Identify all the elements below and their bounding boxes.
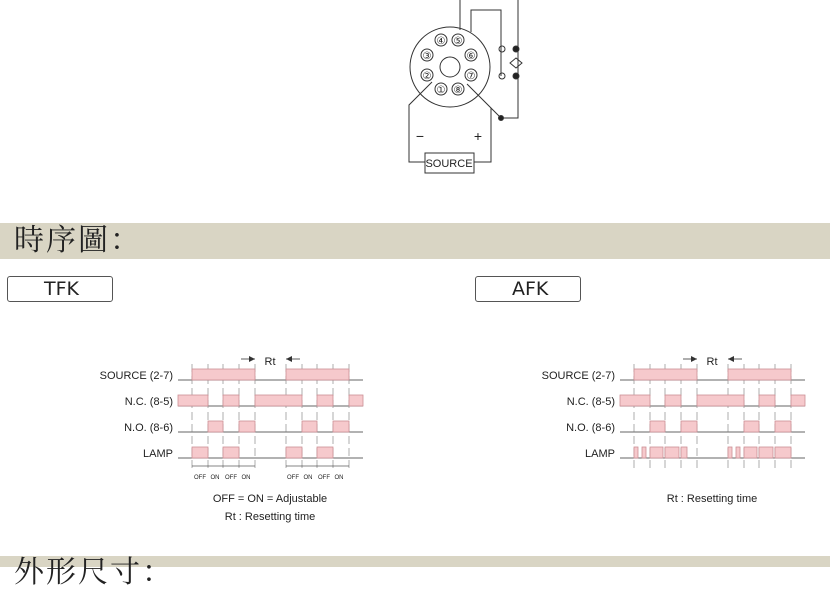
tfk-text — [100, 370, 173, 460]
wiring-labels — [416, 36, 482, 170]
tfk-label-on-3: ON — [303, 475, 313, 481]
tfk-lamp-pulse-1 — [223, 447, 239, 458]
pin-1: ① — [436, 85, 446, 96]
tfk-rt-arrowhead-left — [249, 356, 255, 362]
afk-nc-pulse-2 — [697, 395, 744, 406]
tfk-row-nc: N.C. (8-5) — [124, 396, 173, 408]
afk-nc-pulse-4 — [791, 395, 805, 406]
tfk-no-pulse-0 — [208, 421, 223, 432]
tfk-nc-pulse-3 — [317, 395, 333, 406]
afk-row-source: SOURCE (2-7) — [541, 370, 615, 382]
tfk-lamp-pulse-2 — [286, 447, 302, 458]
contact-symbol — [510, 58, 522, 68]
tfk-row-source: SOURCE (2-7) — [99, 370, 173, 382]
afk-source-pulse-2 — [728, 369, 791, 380]
afk-row-lamp: LAMP — [585, 448, 615, 460]
afk-lamp-pulse-1 — [642, 447, 646, 458]
tfk-lamp-pulse-3 — [317, 447, 333, 458]
pin-5: ⑤ — [453, 36, 463, 47]
tfk-no-pulse-1 — [239, 421, 255, 432]
tfk-source-pulse-2 — [286, 369, 349, 380]
pin-4: ④ — [436, 36, 446, 47]
source-label: SOURCE — [425, 158, 473, 170]
afk-lamp-pulse-7 — [744, 447, 757, 458]
afk-no-pulse-2 — [744, 421, 759, 432]
tfk-label-off-1: OFF — [194, 475, 206, 481]
afk-rt-arrowhead-left — [691, 356, 697, 362]
tfk-row-lamp: LAMP — [143, 448, 173, 460]
tfk-timing — [178, 356, 363, 470]
tfk-nc-pulse-4 — [349, 395, 363, 406]
afk-rt-arrowhead-right — [728, 356, 734, 362]
afk-row-nc: N.C. (8-5) — [566, 396, 615, 408]
tfk-note-1: OFF = ON = Adjustable — [212, 493, 328, 505]
tfk-rt-label: Rt — [264, 356, 276, 368]
afk-nc-pulse-3 — [759, 395, 775, 406]
tfk-nc-pulse-1 — [223, 395, 239, 406]
afk-lamp-pulse-5 — [728, 447, 732, 458]
tfk-label-off-2: OFF — [225, 475, 237, 481]
afk-lamp-pulse-2 — [650, 447, 663, 458]
pin-7: ⑦ — [466, 71, 476, 82]
afk-note-1: Rt : Resetting time — [666, 493, 758, 505]
tfk-nc-pulse-2 — [255, 395, 302, 406]
afk-lamp-pulse-0 — [634, 447, 638, 458]
section-title-timing: 時序圖： — [14, 223, 142, 258]
tfk-label-off-4: OFF — [318, 475, 330, 481]
wire-source-right — [467, 84, 491, 162]
plus-sign: + — [473, 128, 483, 144]
tfk-source-pulse-1 — [192, 369, 255, 380]
afk-no-pulse-0 — [650, 421, 665, 432]
contact-open-2 — [499, 73, 505, 79]
tfk-note-2: Rt : Resetting time — [224, 511, 316, 523]
wire-source-left — [409, 82, 432, 162]
tfk-row-no: N.O. (8-6) — [124, 422, 173, 434]
tfk-label-off-3: OFF — [287, 475, 299, 481]
tfk-no-pulse-2 — [302, 421, 317, 432]
tfk-label-on-4: ON — [334, 475, 344, 481]
afk-lamp-pulse-6 — [736, 447, 740, 458]
tfk-no-pulse-3 — [333, 421, 349, 432]
pin-8: ⑧ — [453, 85, 463, 96]
tfk-tag: TFK — [7, 276, 113, 302]
afk-no-pulse-3 — [775, 421, 791, 432]
afk-timing — [620, 356, 805, 470]
tfk-rt-arrowhead-right — [286, 356, 292, 362]
afk-lamp-pulse-4 — [681, 447, 687, 458]
tfk-nc-pulse-0 — [178, 395, 208, 406]
afk-lamp-pulse-3 — [665, 447, 679, 458]
pin-3: ③ — [422, 51, 432, 62]
pin-2: ② — [422, 71, 432, 82]
afk-text — [542, 370, 615, 460]
afk-nc-pulse-1 — [665, 395, 681, 406]
wire-junction — [499, 116, 504, 121]
contact-open-1 — [499, 46, 505, 52]
contact-closed-2 — [513, 73, 519, 79]
tfk-label-on-2: ON — [241, 475, 251, 481]
afk-source-pulse-1 — [634, 369, 697, 380]
pin-6: ⑥ — [466, 51, 476, 62]
contact-closed-1 — [513, 46, 519, 52]
minus-sign: − — [415, 128, 425, 144]
section-title-dimensions: 外形尺寸： — [14, 555, 174, 590]
afk-lamp-pulse-8 — [759, 447, 773, 458]
socket-key — [440, 57, 460, 77]
afk-row-no: N.O. (8-6) — [566, 422, 615, 434]
afk-no-pulse-1 — [681, 421, 697, 432]
tfk-offon-labels — [194, 475, 344, 481]
afk-rt-label: Rt — [706, 356, 718, 368]
tfk-lamp-pulse-0 — [192, 447, 208, 458]
wire-top-2 — [471, 10, 501, 48]
afk-nc-pulse-0 — [620, 395, 650, 406]
afk-lamp-pulse-9 — [775, 447, 791, 458]
afk-tag: AFK — [475, 276, 581, 302]
tfk-label-on-1: ON — [210, 475, 220, 481]
wiring-diagram — [409, 0, 522, 173]
